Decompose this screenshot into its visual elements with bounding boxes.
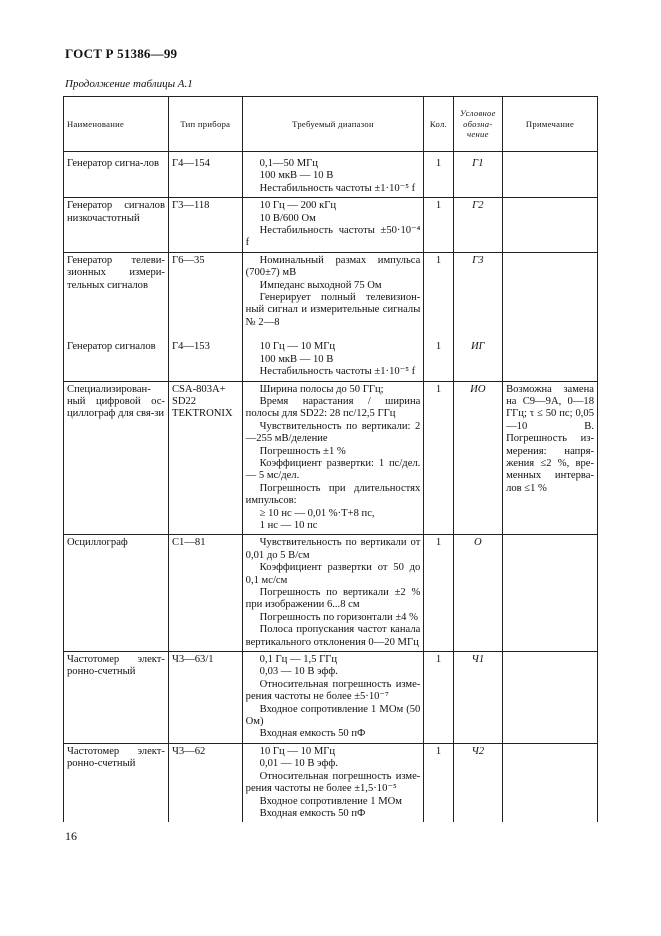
cell-name: Генератор телеви-зионных измери-тельных сигналов	[64, 252, 169, 331]
cell-symbol: О	[453, 535, 502, 652]
cell-note: Возможна замена на С9—9А, 0—18 ГГц; τ ≤ 50 пс; 0,05—10 В. Погрешность из-мерения: напря-жения ≤2 %, вре-менных интерва-лов ≤1 %	[503, 381, 598, 535]
cell-type: Г4—153	[168, 331, 242, 381]
range-line: Входная емкость 50 пФ	[259, 807, 366, 819]
cell-name: Генератор сигна-лов	[64, 152, 169, 198]
cell-range	[242, 652, 424, 744]
cell-name: Специализирован-ный цифровой ос-циллограф для свя-зи	[64, 381, 169, 535]
range-line: 10 Гц — 10 МГц	[259, 745, 336, 757]
cell-symbol: Ч1	[453, 652, 502, 744]
range-line: Погрешность ±1 %	[259, 445, 346, 457]
cell-type: CSA-803A+ SD22 TEKTRONIX	[168, 381, 242, 535]
cell-qty: 1	[424, 652, 453, 744]
range-line: Чувствительность по вертикали: 2—255 мВ/деление	[245, 420, 421, 445]
range-line: Нестабильность частоты ±1·10⁻⁵ f	[259, 182, 416, 194]
cell-name: Частотомер элект-ронно-счетный	[64, 743, 169, 822]
cell-range	[242, 331, 424, 381]
range-line: Нестабильность частоты ±50·10⁻⁴ f	[245, 225, 421, 249]
range-line: Нестабильность частоты ±1·10⁻⁵ f	[259, 366, 416, 378]
col-header-type: Тип прибора	[168, 97, 242, 152]
cell-name: Частотомер элект-ронно-счетный	[64, 652, 169, 744]
range-line: 0,1 Гц — 1,5 ГГц	[259, 654, 338, 666]
cell-type: Ч3—62	[168, 743, 242, 822]
cell-type: Г6—35	[168, 252, 242, 331]
range-line: Полоса пропускания частот канала вертикального отклонения 0—20 МГц	[245, 624, 421, 648]
table-row	[64, 152, 598, 198]
range-line: Погрешность при длительностях импульсов:	[245, 482, 421, 507]
cell-name: Генератор сигналов низкочастотный	[64, 198, 169, 253]
range-line: Генерирует полный телевизион-ный сигнал и измерительные сигналы № 2—8	[245, 292, 421, 328]
cell-type: С1—81	[168, 535, 242, 652]
cell-type: Г4—154	[168, 152, 242, 198]
range-line: Относительная погрешность изме-рения частоты не более ±5·10⁻⁷	[245, 678, 421, 703]
range-line: Номинальный размах импульса (700±7) мВ	[245, 254, 421, 279]
col-header-symbol: Условное обозна-чение	[453, 97, 502, 152]
range-line: 1 нс — 10 пс	[259, 519, 318, 531]
cell-qty: 1	[424, 152, 453, 198]
col-header-qty: Кол.	[424, 97, 453, 152]
range-line: 0,03 — 10 В эфф.	[259, 666, 338, 678]
table-header-row	[64, 97, 598, 152]
cell-note	[503, 652, 598, 744]
cell-symbol: Г1	[453, 152, 502, 198]
cell-type: Г3—118	[168, 198, 242, 253]
range-line: Время нарастания / ширина полосы для SD22: 28 пс/12,5 ГГц	[245, 395, 421, 420]
range-line: 0,01 — 10 В эфф.	[259, 758, 338, 770]
cell-qty: 1	[424, 331, 453, 381]
equipment-table	[63, 96, 598, 822]
cell-symbol: Г2	[453, 198, 502, 253]
cell-qty: 1	[424, 252, 453, 331]
table-row	[64, 381, 598, 535]
cell-qty: 1	[424, 381, 453, 535]
range-line: 10 В/600 Ом	[259, 212, 316, 224]
range-line: 100 мкВ — 10 В	[259, 353, 334, 365]
range-line: 0,1—50 МГц	[259, 158, 318, 169]
cell-symbol: Г3	[453, 252, 502, 331]
range-line: 100 мкВ — 10 В	[259, 170, 334, 182]
range-line: ≥ 10 нс — 0,01 %·Т+8 пс,	[259, 507, 375, 519]
range-line: Коэффициент развертки от 50 до 0,1 мс/см	[245, 562, 421, 586]
cell-range	[242, 152, 424, 198]
col-header-name: Наименование	[64, 97, 169, 152]
cell-note	[503, 331, 598, 381]
range-line: Коэффициент развертки: 1 пс/дел. — 5 мс/дел.	[245, 457, 421, 482]
col-header-range: Требуемый диапазон	[242, 97, 424, 152]
cell-note	[503, 743, 598, 822]
cell-qty: 1	[424, 743, 453, 822]
range-line: 10 Гц — 10 МГц	[259, 341, 336, 353]
range-line: Входное сопротивление 1 МОм	[259, 795, 402, 807]
cell-range	[242, 743, 424, 822]
range-line: Импеданс выходной 75 Ом	[259, 279, 382, 291]
range-line: Погрешность по горизонтали ±4 %	[259, 611, 418, 623]
table-row	[64, 198, 598, 253]
document-header: ГОСТ Р 51386—99	[65, 46, 178, 61]
range-line: Чувствительность по вертикали от 0,01 до 5 В/см	[245, 537, 421, 561]
cell-type: Ч3—63/1	[168, 652, 242, 744]
range-line: Входная емкость 50 пФ	[259, 728, 366, 740]
cell-name: Осциллограф	[64, 535, 169, 652]
range-line: Ширина полосы до 50 ГГц;	[259, 383, 384, 395]
cell-note	[503, 252, 598, 331]
range-line: Относительная погрешность изме-рения частоты не более ±1,5·10⁻⁵	[245, 770, 421, 795]
table-continuation-label: Продолжение таблицы А.1	[65, 78, 193, 90]
cell-range	[242, 535, 424, 652]
cell-range	[242, 381, 424, 535]
cell-name: Генератор сигналов	[64, 331, 169, 381]
cell-symbol: Ч2	[453, 743, 502, 822]
range-line: Погрешность по вертикали ±2 % при изображении 6...8 см	[245, 587, 421, 611]
cell-range	[242, 252, 424, 331]
cell-note	[503, 535, 598, 652]
cell-note	[503, 198, 598, 253]
cell-note	[503, 152, 598, 198]
table-row	[64, 331, 598, 381]
table-row	[64, 252, 598, 331]
range-line: 10 Гц — 200 кГц	[259, 200, 337, 212]
col-header-note: Примечание	[503, 97, 598, 152]
table-row	[64, 652, 598, 744]
cell-symbol: ИГ	[453, 331, 502, 381]
range-line: Входное сопротивление 1 МОм (50 Ом)	[245, 703, 421, 728]
cell-qty: 1	[424, 198, 453, 253]
cell-qty: 1	[424, 535, 453, 652]
page-number: 16	[65, 829, 77, 843]
table-row	[64, 743, 598, 822]
cell-range	[242, 198, 424, 253]
table-row	[64, 535, 598, 652]
cell-symbol: ИО	[453, 381, 502, 535]
